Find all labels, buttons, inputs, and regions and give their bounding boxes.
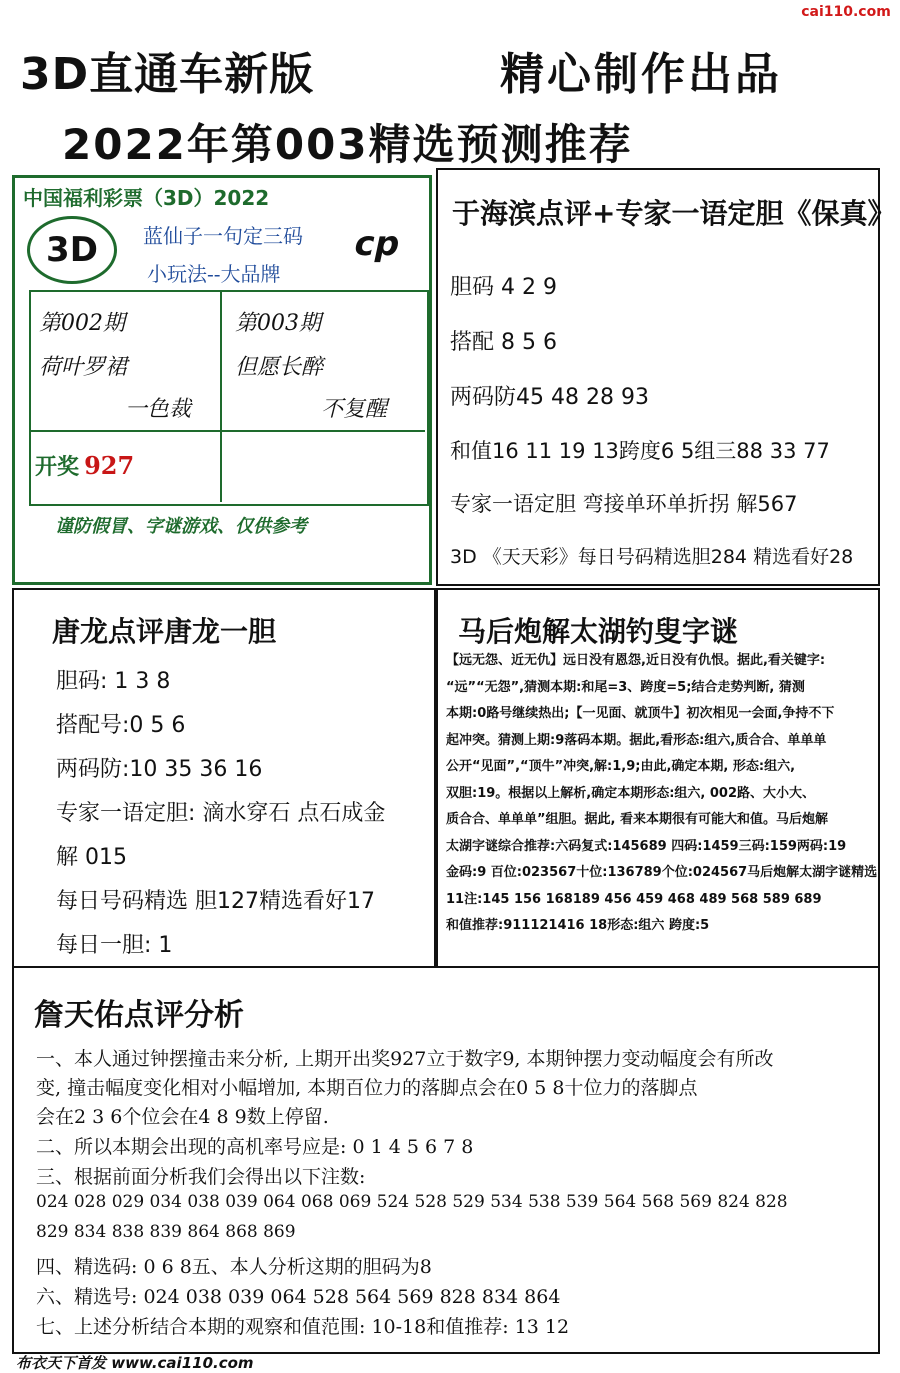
cp-logo-icon: cp <box>350 224 404 264</box>
line: 变, 撞击幅度变化相对小幅增加, 本期百位力的落脚点会在0 5 8十位力的落脚点 <box>36 1077 698 1099</box>
line: 双胆:19。根据以上解析,确定本期形态:组六, 002路、大小大、 <box>446 785 816 801</box>
line: 三、根据前面分析我们会得出以下注数: <box>36 1166 366 1188</box>
line: 一、本人通过钟摆撞击来分析, 上期开出奖927立于数字9, 本期钟摆力变动幅度会有所改 <box>36 1048 774 1070</box>
period-prev: 第002期 <box>39 311 125 336</box>
line: 11注:145 156 168189 456 459 468 489 568 589 689 <box>446 891 822 907</box>
lottery-title: 中国福利彩票（3D）2022 <box>23 186 270 210</box>
section-title: 詹天佑点评分析 <box>34 998 244 1033</box>
section-title: 于海滨点评+专家一语定胆《保真》 <box>452 197 896 230</box>
line: 太湖字谜综合推荐:六码复式:145689 四码:1459三码:159两码:19 <box>446 838 847 854</box>
line: 起冲突。猜测上期:9落码本期。据此,看形态:组六,质合合、单单单 <box>446 732 827 748</box>
riddle-current-line2: 不复醒 <box>321 397 388 422</box>
riddle-analysis <box>446 648 877 940</box>
ma-hou-pao-panel <box>436 588 880 968</box>
line: 二、所以本期会出现的高机率号应是: 0 1 4 5 6 7 8 <box>36 1136 474 1158</box>
line: 四、精选码: 0 6 8五、本人分析这期的胆码为8 <box>36 1256 432 1278</box>
line: 搭配号:0 5 6 <box>56 713 186 738</box>
grid-divider <box>220 290 222 502</box>
site-badge[interactable]: cai110.com <box>792 2 900 22</box>
line: 金码:9 百位:023567十位:136789个位:024567马后炮解太湖字谜精选 <box>446 865 878 880</box>
line: 解 015 <box>56 845 127 870</box>
line: 专家一语定胆 弯接单环单折拐 解567 <box>450 492 798 516</box>
riddle-current-line1: 但愿长醉 <box>235 355 324 380</box>
tang-long-panel <box>12 588 436 968</box>
line: 专家一语定胆: 滴水穿石 点石成金 <box>56 801 386 826</box>
riddle-prev-line1: 荷叶罗裙 <box>39 355 128 380</box>
section-title: 唐龙点评唐龙一胆 <box>52 615 277 648</box>
line: “远”“无怨”,猜测本期:和尾=3、跨度=5;结合走势判断, 猜测 <box>446 679 805 695</box>
line: 六、精选号: 024 038 039 064 528 564 569 828 834 864 <box>36 1286 561 1308</box>
line: 829 834 838 839 864 868 869 <box>36 1222 296 1242</box>
line: 会在2 3 6个位会在4 8 9数上停留. <box>36 1106 329 1128</box>
line: 和值16 11 19 13跨度6 5组三88 33 77 <box>450 439 830 463</box>
line: 质合合、单单单”组胆。据此, 看来本期很有可能大和值。马后炮解 <box>446 812 829 827</box>
line: 024 028 029 034 038 039 064 068 069 524 528 529 534 538 539 564 568 569 824 828 <box>36 1192 788 1212</box>
page-title-right: 精心制作出品 <box>500 49 782 100</box>
3d-logo-icon <box>27 216 117 284</box>
line: 两码防45 48 28 93 <box>450 385 649 410</box>
line: 两码防:10 35 36 16 <box>56 757 263 782</box>
line: 每日号码精选 胆127精选看好17 <box>56 889 375 914</box>
riddle-prev-line2: 一色裁 <box>125 397 192 422</box>
period-current: 第003期 <box>235 311 321 336</box>
line: 每日一胆: 1 <box>56 933 173 958</box>
footer-credit[interactable]: 布衣天下首发 www.cai110.com <box>16 1354 254 1372</box>
logo-text: 3D <box>46 230 98 270</box>
page-title-left: 3D直通车新版 <box>20 49 315 100</box>
line: 本期:0路号继续热出;【一见面、就顶牛】初次相见一会面,争持不下 <box>446 706 835 721</box>
slogan-line-1: 蓝仙子一句定三码 <box>143 224 303 248</box>
line: 搭配 8 5 6 <box>450 330 557 355</box>
draw-label: 开奖 <box>35 454 80 480</box>
zhan-tianyou-panel <box>12 966 880 1354</box>
line: 胆码: 1 3 8 <box>56 669 171 694</box>
slogan-line-2: 小玩法--大品牌 <box>147 262 281 286</box>
draw-result <box>35 450 134 481</box>
page-subtitle: 2022年第003精选预测推荐 <box>62 120 633 169</box>
line: 【远无怨、近无仇】远日没有恩怨,近日没有仇恨。据此,看关键字: <box>446 653 826 668</box>
draw-number: 927 <box>84 451 135 480</box>
grid-divider <box>29 430 425 432</box>
riddle-panel <box>12 175 432 585</box>
yu-haibin-panel <box>436 168 896 586</box>
section-title: 马后炮解太湖钓叟字谜 <box>458 615 739 648</box>
warning-text: 谨防假冒、字谜游戏、仅供参考 <box>55 516 307 537</box>
line: 七、上述分析结合本期的观察和值范围: 10-18和值推荐: 13 12 <box>36 1316 570 1338</box>
line: 胆码 4 2 9 <box>450 275 557 300</box>
line: 和值推荐:911121416 18形态:组六 跨度:5 <box>446 918 710 933</box>
line: 公开“见面”,“顶牛”冲突,解:1,9;由此,确定本期, 形态:组六, <box>446 759 796 774</box>
line: 3D 《天天彩》每日号码精选胆284 精选看好28 <box>450 546 854 568</box>
